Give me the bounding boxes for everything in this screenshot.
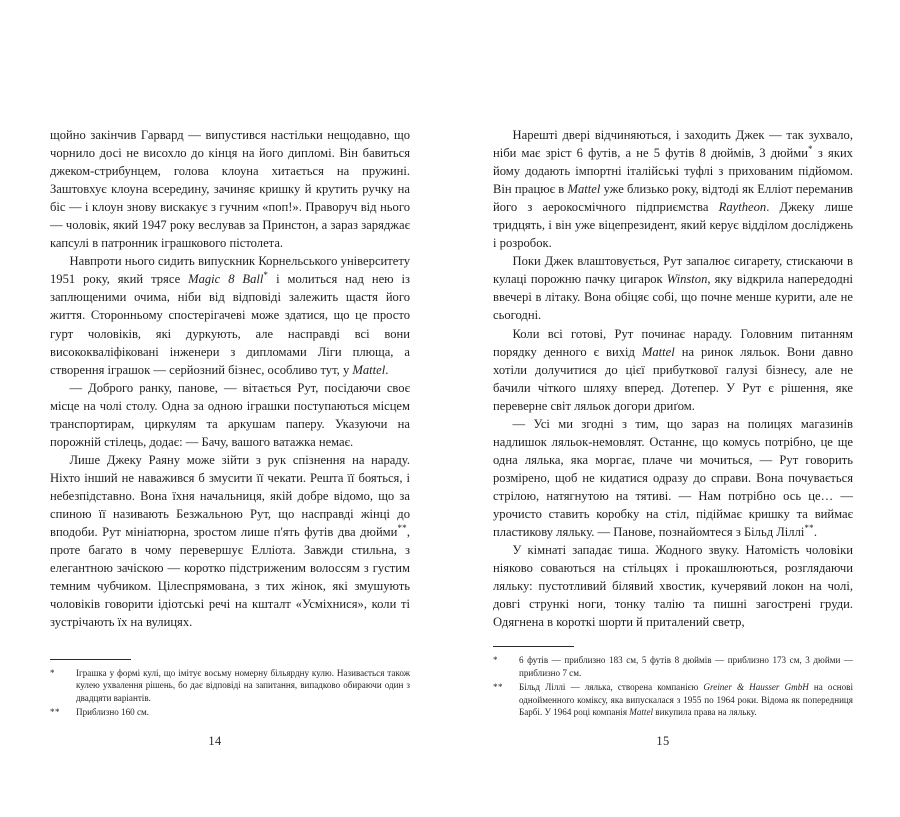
footnote-marker-label: ** bbox=[493, 682, 504, 693]
italic-term: Magic 8 Ball bbox=[188, 272, 264, 287]
italic-term: Greiner & Hausser GmbH bbox=[703, 682, 809, 693]
text-run: Навпроти нього сидить випускник Корнельського університету 1951 року, який трясе bbox=[50, 254, 410, 287]
text-run: щойно закінчив Гарвард — випустився настільки нещодавно, що чорнило досі не висохло до кінця на його дипломі. Він бавиться джеком-стрибунцем, голова клоуна хитається на пружині. Заштовхує клоуна всередину, зачиняє кришку й крутить ручку на біс — і клоун знову вискакує з гучним «поп!». Праворуч від нього — чоловік, який 1947 року веслував за Принстон, а зараз заряджає капсулі в патронник іграшкового пістолета. bbox=[50, 128, 410, 251]
text-run: на ринок ляльок. Вони давно хотіли долучитися до цієї прибуткової галузі бізнесу, але не бачили чіткого шляху вперед. Дотепер. У Рут є рішення, яке переверне світ ляльок догори дриґом. bbox=[493, 344, 853, 413]
paragraph bbox=[493, 325, 853, 415]
page-number-left: 14 bbox=[208, 734, 222, 748]
footnote-marker[interactable]: * bbox=[808, 143, 813, 154]
text-run: викупила права на ляльку. bbox=[653, 707, 757, 718]
paragraph bbox=[493, 252, 853, 324]
paragraph bbox=[493, 541, 853, 631]
text-run: . bbox=[385, 362, 389, 377]
footnote bbox=[50, 706, 410, 719]
text-run: 6 футів — приблизно 183 см, 5 футів 8 дюймів — приблизно 173 см, 3 дюйми — приблизно 7 см. bbox=[519, 655, 853, 678]
body-text-left bbox=[50, 126, 410, 631]
text-run: — Доброго ранку, панове, — вітається Рут, посідаючи своє місце на чолі столу. Одна за одною іграшки поступаються місцем транспортирам, циркулям та аркушам паперу. Указуючи на порожній стілець, додає: — Бачу, вашого ватажка немає. bbox=[50, 380, 410, 449]
paragraph bbox=[50, 252, 410, 378]
text-run: . Джеку лише тридцять, і він уже віцепрезидент, який керує відділом досліджень і розробок. bbox=[493, 200, 853, 251]
italic-term: Raytheon bbox=[718, 200, 767, 215]
text-run: У кімнаті западає тиша. Жодного звуку. Натомість чоловіки ніяково соваються на стільцях і прокашлюються, розглядаючи ляльку: пустотливий білявий хвостик, кучерявий локон на чолі, довгі стрункі ноги, тонку талію та пишні загострені груди. Одягнена в короткі шорти й приталений светр, bbox=[493, 543, 853, 630]
text-run: Поки Джек влаштовується, Рут запалює сигарету, стискаючи в кулаці порожню пачку цигарок bbox=[493, 254, 853, 287]
footnote-text bbox=[76, 667, 410, 705]
footnote-separator-rule bbox=[493, 646, 574, 647]
text-run: , проте багато в чому перевершує Елліота. Завжди стильна, з елегантною зачіскою — коротко підстриженим волоссям з густим темним чубчиком. Цілеспрямована, з тих жінок, які змушують чоловіків говорити ідіотські речі на кшталт «Усміхнися», коли ті зустрічають їх на вулицях. bbox=[50, 525, 410, 630]
paragraph bbox=[50, 451, 410, 631]
italic-term: Winston bbox=[666, 272, 708, 287]
footnotes-right bbox=[493, 646, 853, 721]
footnote-marker-label: * bbox=[50, 667, 56, 678]
page-right bbox=[450, 0, 900, 817]
footnote-marker-label: ** bbox=[50, 707, 61, 718]
text-run: уже близько року, відтоді як Елліот переманив його з аерокосмічного підприємства bbox=[493, 182, 853, 215]
footnote bbox=[493, 681, 853, 719]
footnote bbox=[50, 667, 410, 705]
footnote-marker[interactable]: ** bbox=[804, 522, 814, 533]
text-run: на основі однойменного коміксу, яка випускалася з 1955 по 1964 роки. Відома як попередниця Барбі. У 1964 році компанія bbox=[519, 682, 853, 718]
text-run: Коли всі готові, Рут починає нараду. Головним питанням порядку денного є вихід bbox=[493, 326, 853, 359]
footnote-marker-label: * bbox=[493, 655, 499, 666]
text-run: , яку відкрила напередодні ввечері в літаку. Вона обіцяє собі, що почне менше курити, але не сьогодні. bbox=[493, 272, 853, 323]
text-run: — Усі ми згодні з тим, що зараз на полицях магазинів надлишок ляльок-немовлят. Останнє, що комусь потрібно, це ще одна лялька, яка моргає, плаче чи мочиться, — Рут говорить розмірено, щоб не кидатися одразу до справи. Вона почувається стрілою, натягнутою на тятиві. — Нам потрібно ось це… — урочисто ставить коробку на стіл, підіймає кришку та виймає пластикову ляльку. — Панове, познайомтеся з Більд Ліллі bbox=[493, 416, 853, 540]
text-run: і молиться над нею із заплющеними очима, ніби від відповіді залежить щастя його життя. Сторонньому спостерігачеві може здатися, що це просто гурт чоловіків, які дуркують, але насправді всі вони висококваліфіковані інженери з дипломами Ліги плюща, а створення іграшок — серйозний бізнес, особливо тут, у bbox=[50, 272, 410, 377]
text-run: . bbox=[813, 525, 817, 540]
footnote-marker[interactable]: ** bbox=[397, 522, 407, 533]
footnote bbox=[493, 654, 853, 679]
text-run: Приблизно 160 см. bbox=[76, 707, 150, 718]
page-number-right: 15 bbox=[656, 734, 670, 748]
footnote-marker[interactable]: * bbox=[263, 270, 269, 281]
italic-term: Mattel bbox=[629, 707, 654, 718]
paragraph bbox=[50, 379, 410, 451]
italic-term: Mattel bbox=[641, 344, 675, 359]
footnotes-left bbox=[50, 659, 410, 721]
italic-term: Mattel bbox=[352, 362, 386, 377]
body-text-right bbox=[493, 126, 853, 631]
footnote-text bbox=[519, 681, 853, 719]
text-run: Більд Ліллі — лялька, створена компанією bbox=[519, 682, 704, 693]
paragraph bbox=[493, 415, 853, 541]
footnote-text bbox=[519, 654, 853, 679]
text-run: Лише Джеку Раяну може зійти з рук спізнення на нараду. Ніхто інший не наважився б змусити її чекати. Решта її бояться, і небезпідставно. Вона їхня начальниця, якій добре відомо, що за спиною її називають Безжальною Рут, що насправді жінці до вподоби. Рут мініатюрна, зростом лише п'ять футів два дюйми bbox=[50, 452, 410, 540]
text-run: з яких йому додають імпортні італійські туфлі з прихованим підйомом. Він працює в bbox=[493, 146, 853, 197]
text-run: Іграшка у формі кулі, що імітує восьму номерну більярдну кулю. Називається також кулею ухвалення рішень, бо дає відповіді на запитання, випадково обираючи один з двадцяти варіантів. bbox=[76, 667, 410, 703]
paragraph bbox=[50, 126, 410, 252]
paragraph bbox=[493, 126, 853, 252]
text-run: Нарешті двері відчиняються, і заходить Джек — так зухвало, ніби має зріст 6 футів, а не 5 футів 8 дюймів, 3 дюйми bbox=[493, 128, 853, 161]
italic-term: Mattel bbox=[567, 182, 601, 197]
footnote-text bbox=[76, 706, 410, 719]
footnote-separator-rule bbox=[50, 659, 131, 660]
